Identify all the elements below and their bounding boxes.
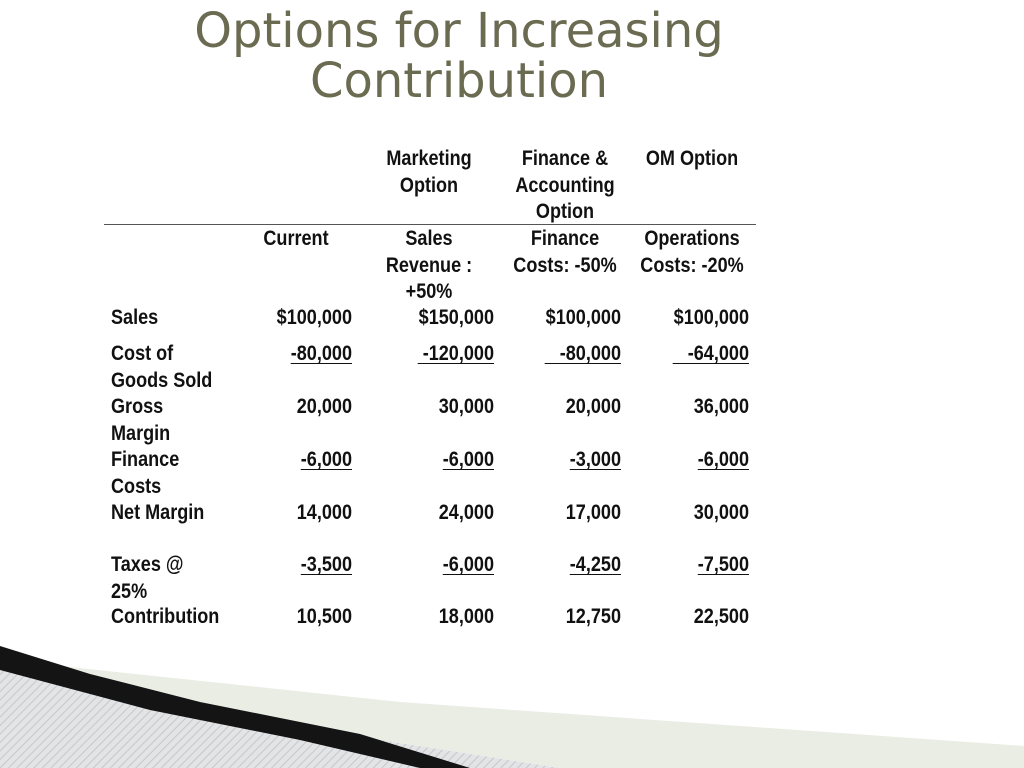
row-5-value-2: -4,250 [569,553,621,576]
row-1-value-3: -64,000 [672,342,749,365]
row-1-value-0: -80,000 [290,342,352,365]
row-4-value-2: 17,000 [565,501,621,524]
row-3-value-2: -3,000 [569,448,621,471]
slide-title-line-1: Options for Increasing [194,3,724,59]
row-2-value-0: 20,000 [296,395,352,418]
row-5-value-3: -7,500 [697,553,749,576]
option-header-2: Finance & Accounting Option [515,147,615,223]
row-label-2: Gross Margin [111,395,171,445]
row-4-value-3: 30,000 [693,501,749,524]
option-header-3: OM Option [645,147,739,170]
row-1-value-1: -120,000 [417,342,494,365]
row-3-value-1: -6,000 [442,448,494,471]
row-4-value-0: 14,000 [296,501,352,524]
row-label-3: Finance Costs [111,448,180,498]
row-5-value-0: -3,500 [300,553,352,576]
header-divider [104,224,756,225]
row-label-1: Cost of Goods Sold [111,342,213,392]
row-6-value-0: 10,500 [296,605,352,628]
option-header-1: Marketing Option [386,147,472,197]
row-3-value-3: -6,000 [697,448,749,471]
row-0-value-0: $100,000 [276,306,352,329]
slide-title-line-2: Contribution [309,53,609,109]
row-6-value-2: 12,750 [565,605,621,628]
row-label-5: Taxes @ 25% [111,553,184,603]
row-label-0: Sales [111,306,159,329]
row-2-value-1: 30,000 [438,395,494,418]
row-2-value-2: 20,000 [565,395,621,418]
sub-header-2: Finance Costs: -50% [513,227,617,277]
sub-header-1: Sales Revenue : +50% [385,227,473,303]
sub-header-3: Operations Costs: -20% [640,227,744,277]
row-4-value-1: 24,000 [438,501,494,524]
decorative-swoosh [0,640,1024,768]
sub-header-0: Current [263,227,329,250]
row-label-6: Contribution [111,605,220,628]
row-0-value-1: $150,000 [418,306,494,329]
row-0-value-3: $100,000 [673,306,749,329]
row-6-value-1: 18,000 [438,605,494,628]
row-label-4: Net Margin [111,501,205,524]
row-5-value-1: -6,000 [442,553,494,576]
row-0-value-2: $100,000 [545,306,621,329]
row-2-value-3: 36,000 [693,395,749,418]
row-3-value-0: -6,000 [300,448,352,471]
row-6-value-3: 22,500 [693,605,749,628]
row-1-value-2: -80,000 [544,342,621,365]
